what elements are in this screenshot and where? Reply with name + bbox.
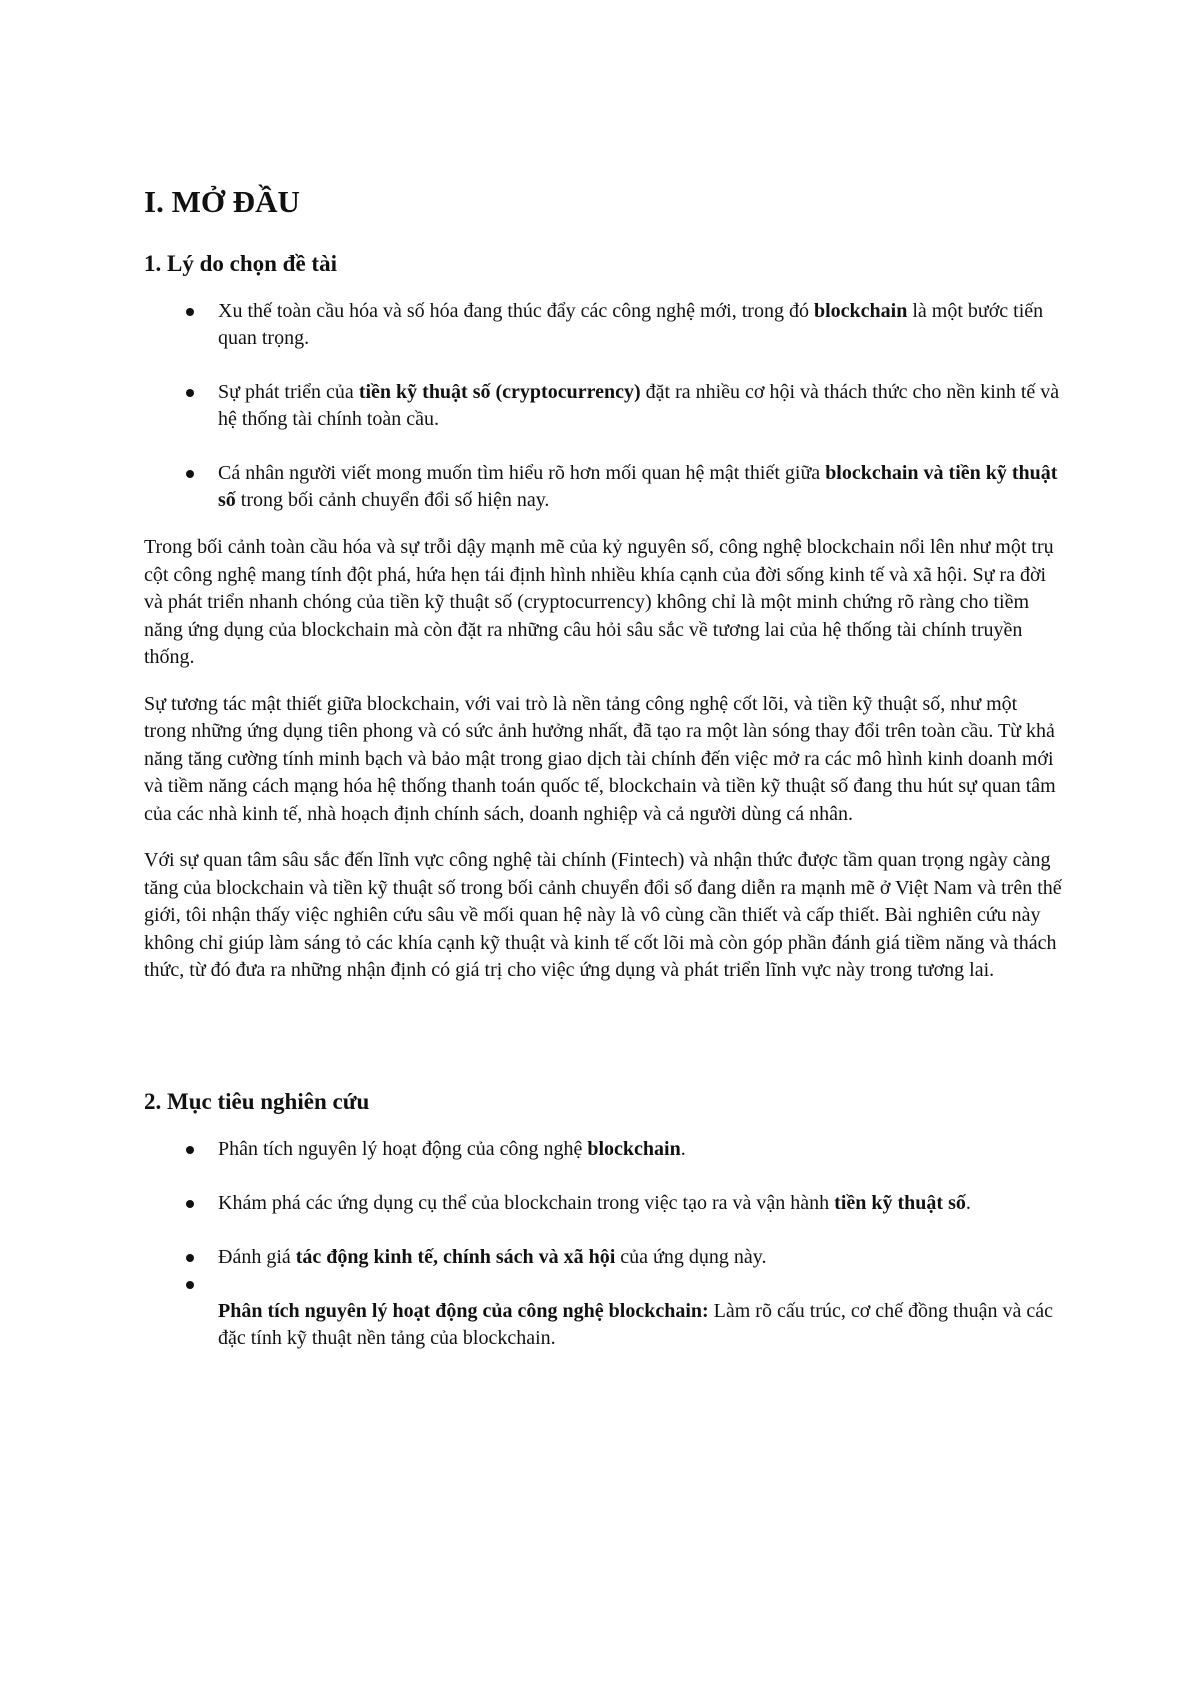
- list-item: Xu thế toàn cầu hóa và số hóa đang thúc đẩy các công nghệ mới, trong đó blockchain là một bước tiến quan trọng.: [144, 298, 1064, 352]
- section-1-title: 1. Lý do chọn đề tài: [144, 251, 337, 276]
- bullet-icon: [186, 1200, 194, 1208]
- list-item: Khám phá các ứng dụng cụ thể của blockchain trong việc tạo ra và vận hành tiền kỹ thuật số.: [144, 1190, 1064, 1217]
- section-1-bullet-list: [144, 298, 1064, 514]
- bullet-icon: [186, 1281, 194, 1289]
- list-item: Cá nhân người viết mong muốn tìm hiểu rõ hơn mối quan hệ mật thiết giữa blockchain và tiền kỹ thuật số trong bối cảnh chuyển đổi số hiện nay.: [144, 460, 1064, 514]
- bullet-icon: [186, 308, 194, 316]
- document-page: [144, 180, 1064, 1352]
- bullet-icon: [186, 389, 194, 397]
- paragraph: Trong bối cảnh toàn cầu hóa và sự trỗi dậy mạnh mẽ của kỷ nguyên số, công nghệ blockchain nổi lên như một trụ cột công nghệ mang tính đột phá, hứa hẹn tái định hình nhiều khía cạnh của đời sống kinh tế và xã hội. Sự ra đời và phát triển nhanh chóng của tiền kỹ thuật số (cryptocurrency) không chỉ là một minh chứng rõ ràng cho tiềm năng ứng dụng của blockchain mà còn đặt ra những câu hỏi sâu sắc về tương lai của hệ thống tài chính truyền thống.: [144, 536, 1054, 668]
- paragraph: Sự tương tác mật thiết giữa blockchain, với vai trò là nền tảng công nghệ cốt lõi, và tiền kỹ thuật số, như một trong những ứng dụng tiên phong và có sức ảnh hưởng nhất, đã tạo ra một làn sóng thay đổi trên toàn cầu. Từ khả năng tăng cường tính minh bạch và bảo mật trong giao dịch tài chính đến việc mở ra các mô hình kinh doanh mới và tiềm năng cách mạng hóa hệ thống thanh toán quốc tế, blockchain và tiền kỹ thuật số đang thu hút sự quan tâm của các nhà kinh tế, nhà hoạch định chính sách, doanh nghiệp và cả người dùng cá nhân.: [144, 692, 1056, 825]
- list-item: Đánh giá tác động kinh tế, chính sách và xã hội của ứng dụng này.: [144, 1244, 1064, 1271]
- list-item: Phân tích nguyên lý hoạt động của công nghệ blockchain.: [144, 1136, 1064, 1163]
- section-spacer: [144, 1004, 1064, 1086]
- empty-list-item: [144, 1271, 1064, 1298]
- bullet-icon: [186, 1254, 194, 1262]
- list-item: Sự phát triển của tiền kỹ thuật số (cryptocurrency) đặt ra nhiều cơ hội và thách thức cho nền kinh tế và hệ thống tài chính toàn cầu.: [144, 379, 1064, 433]
- paragraph: Với sự quan tâm sâu sắc đến lĩnh vực công nghệ tài chính (Fintech) và nhận thức được tầm quan trọng ngày càng tăng của blockchain và tiền kỹ thuật số trong bối cảnh chuyển đổi số đang diễn ra mạnh mẽ ở Việt Nam và trên thế giới, tôi nhận thấy việc nghiên cứu sâu về mối quan hệ này là vô cùng cần thiết và cấp thiết. Bài nghiên cứu này không chỉ giúp làm sáng tỏ các khía cạnh kỹ thuật và kinh tế cốt lõi mà còn góp phần đánh giá tiềm năng và thách thức, từ đó đưa ra những nhận định có giá trị cho việc ứng dụng và phát triển lĩnh vực này trong tương lai.: [144, 849, 1062, 981]
- section-2-bullet-list: [144, 1136, 1064, 1352]
- bullet-icon: [186, 1146, 194, 1154]
- list-item: Phân tích nguyên lý hoạt động của công nghệ blockchain: Làm rõ cấu trúc, cơ chế đồng thuận và các đặc tính kỹ thuật nền tảng của blockchain.: [218, 1299, 1053, 1349]
- section-2-title: 2. Mục tiêu nghiên cứu: [144, 1088, 370, 1114]
- main-heading: I. MỞ ĐẦU: [144, 184, 300, 219]
- bullet-icon: [186, 470, 194, 478]
